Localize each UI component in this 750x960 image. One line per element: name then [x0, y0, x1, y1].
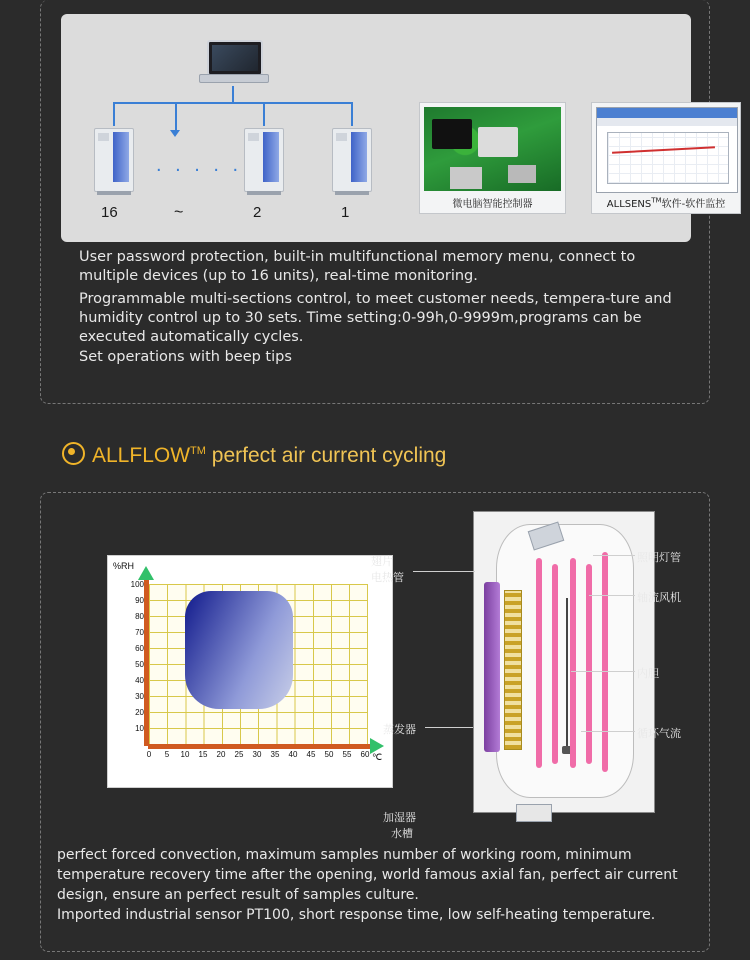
chart-ytick-60: 60 [135, 644, 144, 653]
top-paragraph-1: User password protection, built-in multifunctional memory menu, connect to multiple devices (up to 16 units), real-time monitoring. [79, 249, 636, 284]
bottom-paragraph-2: Imported industrial sensor PT100, short response time, low self-heating temperature. [57, 907, 656, 923]
connector-drop-1 [351, 102, 353, 126]
cabinet-label-tilde: ~ [174, 204, 184, 221]
label-axial-fan: 轴流风机 [637, 591, 681, 604]
laptop-screen [207, 40, 263, 76]
chart-xtick-40: 40 [288, 750, 298, 759]
bottom-paragraph-1: perfect forced convection, maximum samples number of working room, minimum temperature recovery time after the opening, world famous axial fan, perfect air current design, ensure an perfect result of samples culture. [57, 847, 678, 903]
chart-xtick-55: 55 [342, 750, 352, 759]
controller-board-image [424, 107, 561, 191]
lead-line-fin [413, 571, 475, 572]
chart-xtick-10: 10 [180, 750, 190, 759]
chart-ytick-10: 10 [135, 724, 144, 733]
chart-ytick-70: 70 [135, 628, 144, 637]
laptop-icon [199, 40, 267, 86]
bullet-icon [62, 442, 85, 465]
software-caption [592, 195, 740, 210]
chart-xtick-30: 30 [252, 750, 262, 759]
lead-line-liner [571, 671, 635, 672]
device-cabinet-2 [244, 128, 284, 192]
airflow-stream-3 [570, 558, 576, 768]
airflow-stream-5 [602, 552, 608, 772]
cabinet-label-2: 2 [253, 204, 262, 221]
temperature-humidity-chart [107, 555, 393, 788]
chart-y-axis-label: %RH [113, 561, 135, 571]
lead-line-lighting [593, 555, 635, 556]
chart-xtick-25: 25 [234, 750, 244, 759]
chart-x-unit: ℃ [372, 752, 383, 762]
heading-rest: perfect air current cycling [211, 444, 447, 467]
chart-ytick-80: 80 [135, 612, 144, 621]
laptop-base [199, 74, 269, 83]
software-screenshot-card [591, 102, 741, 214]
chart-grid [148, 584, 368, 746]
airflow-stream-2 [552, 564, 558, 764]
chart-ytick-90: 90 [135, 596, 144, 605]
device-cabinet-16 [94, 128, 134, 192]
chart-xtick-20: 20 [216, 750, 226, 759]
cabinet-label-1: 1 [341, 204, 350, 221]
label-heater-tube: 电热管 [371, 571, 404, 584]
label-inner-liner: 内胆 [637, 667, 659, 680]
evaporator-coil [504, 590, 522, 750]
top-feature-panel [40, 0, 726, 404]
software-caption-prefix: ALLSENS [606, 199, 652, 210]
chart-ytick-20: 20 [135, 708, 144, 717]
chart-y-arrow-icon [138, 566, 154, 580]
chart-ytick-50: 50 [135, 660, 144, 669]
chart-operating-range-area [185, 591, 293, 709]
controller-caption: 微电脑智能控制器 [452, 199, 533, 210]
lead-line-evaporator [425, 727, 473, 728]
label-lighting-tube: 照明灯管 [637, 551, 681, 564]
label-fin: 翅片 [371, 555, 393, 568]
ellipsis-dots: . . . . . [156, 154, 243, 176]
connector-drop-2 [263, 102, 265, 126]
chart-xtick-60: 60 [360, 750, 370, 759]
label-humidifier: 加湿器 [383, 811, 416, 824]
chart-x-axis [148, 744, 378, 749]
heading-tm: TM [190, 445, 206, 457]
label-evaporator: 蒸发器 [383, 723, 416, 736]
chart-xtick-5: 5 [164, 750, 170, 759]
software-window-image [596, 107, 738, 193]
section-heading [62, 442, 446, 468]
chart-xtick-35: 35 [270, 750, 280, 759]
airflow-stream-4 [586, 564, 592, 764]
lead-line-air [581, 731, 635, 732]
chart-ytick-40: 40 [135, 676, 144, 685]
software-caption-tm: TM [651, 196, 662, 205]
controller-photo-card [419, 102, 566, 214]
top-paragraph-3: Set operations with beep tips [79, 349, 292, 365]
control-system-diagram [61, 14, 726, 242]
chart-ytick-30: 30 [135, 692, 144, 701]
chart-y-axis [144, 580, 149, 746]
connector-drop-16 [113, 102, 115, 126]
bottom-paragraphs [57, 845, 697, 925]
top-paragraph-2: Programmable multi-sections control, to meet customer needs, tempera-ture and humidity control up to 30 sets. Time setting:0-99h,0-9999m,programs can be executed automatically cycles. [79, 291, 672, 345]
humidifier-tank [516, 804, 552, 822]
connector-horizontal-bus [113, 102, 351, 104]
connector-arrow-icon [170, 130, 180, 137]
software-caption-suffix: 软件-软件监控 [661, 199, 726, 210]
airflow-cutaway-diagram [473, 511, 655, 813]
label-water-tank: 水槽 [391, 827, 413, 840]
heading-brand: ALLFLOW [92, 444, 191, 467]
chart-xtick-45: 45 [306, 750, 316, 759]
label-circulating-air: 循环气流 [637, 727, 681, 740]
fin-heater-element [484, 582, 500, 752]
chart-xtick-50: 50 [324, 750, 334, 759]
chart-xtick-15: 15 [198, 750, 208, 759]
sensor-probe [566, 598, 568, 748]
chart-ytick-100: 100 [130, 580, 144, 589]
airflow-stream-1 [536, 558, 542, 768]
connector-vertical-main [232, 86, 234, 102]
lead-line-fan [589, 595, 635, 596]
device-cabinet-1 [332, 128, 372, 192]
chart-xtick-0: 0 [146, 750, 152, 759]
airflow-feature-panel [40, 492, 710, 952]
connector-drop-mid [175, 102, 177, 132]
cabinet-label-16: 16 [101, 204, 118, 221]
